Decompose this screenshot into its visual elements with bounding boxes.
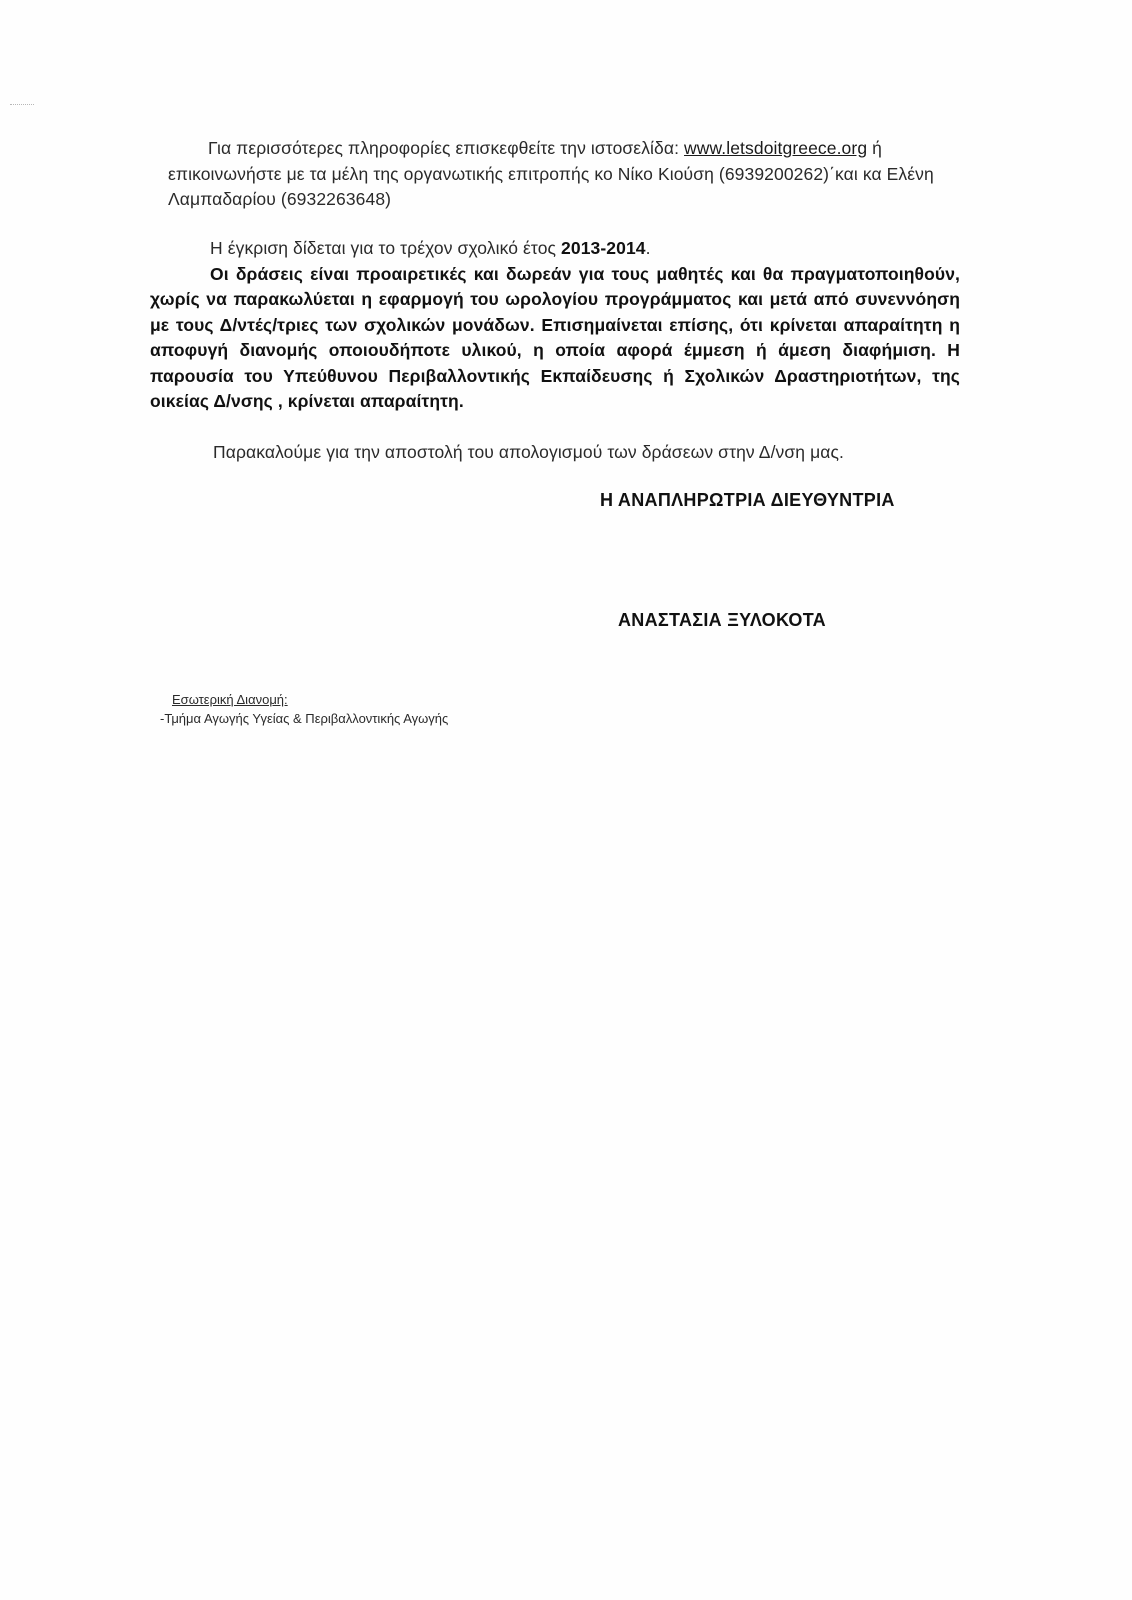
scan-artifact-mark (10, 96, 34, 105)
internal-distribution (160, 690, 448, 728)
approval-line (150, 236, 960, 262)
approval-section (150, 236, 960, 415)
signature-title: Η ΑΝΑΠΛΗΡΩΤΡΙΑ ΔΙΕΥΘΥΝΤΡΙΑ (600, 490, 895, 510)
distribution-item: -Τμήμα Αγωγής Υγείας & Περιβαλλοντικής Αγωγής (160, 711, 449, 726)
signature-name: ΑΝΑΣΤΑΣΙΑ ΞΥΛΟΚΟΤΑ (618, 610, 826, 630)
approval-prefix: Η έγκριση δίδεται για το τρέχον σχολικό έτος (210, 238, 562, 258)
info-text-before-link: Για περισσότερες πληροφορίες επισκεφθείτε την ιστοσελίδα: (208, 138, 685, 158)
info-text-after-link: ή επικοινωνήστε με τα μέλη της οργανωτικής επιτροπής κο Νίκο Κιούση (6939200262)΄και κα Ελένη Λαμπαδαρίου (6932263648) (168, 138, 934, 209)
info-text (168, 136, 962, 213)
info-paragraph (168, 136, 962, 213)
school-year: 2013-2014 (561, 238, 646, 258)
approval-suffix: . (645, 238, 651, 258)
website-link[interactable]: www.letsdoitgreece.org (684, 138, 868, 158)
conditions-paragraph: Οι δράσεις είναι προαιρετικές και δωρεάν για τους μαθητές και θα πραγματοποιηθούν, χωρίς να παρακωλύεται η εφαρμογή του ωρολογίου προγράμματος και μετά από συνεννόηση με τους Δ/ντές/τριες των σχολικών μονάδων. Επισημαίνεται επίσης, ότι κρίνεται απαραίτητη η αποφυγή διανομής οποιουδήποτε υλικού, η οποία αφορά έμμεση ή άμεση διαφήμιση. Η παρουσία του Υπεύθυνου Περιβαλλοντικής Εκπαίδευσης ή Σχολικών Δραστηριοτήτων, της οικείας Δ/νσης , κρίνεται απαραίτητη. (150, 263, 960, 411)
request-line: Παρακαλούμε για την αποστολή του απολογισμού των δράσεων στην Δ/νση μας. (213, 442, 844, 462)
distribution-heading: Εσωτερική Διανομή: (172, 692, 288, 707)
